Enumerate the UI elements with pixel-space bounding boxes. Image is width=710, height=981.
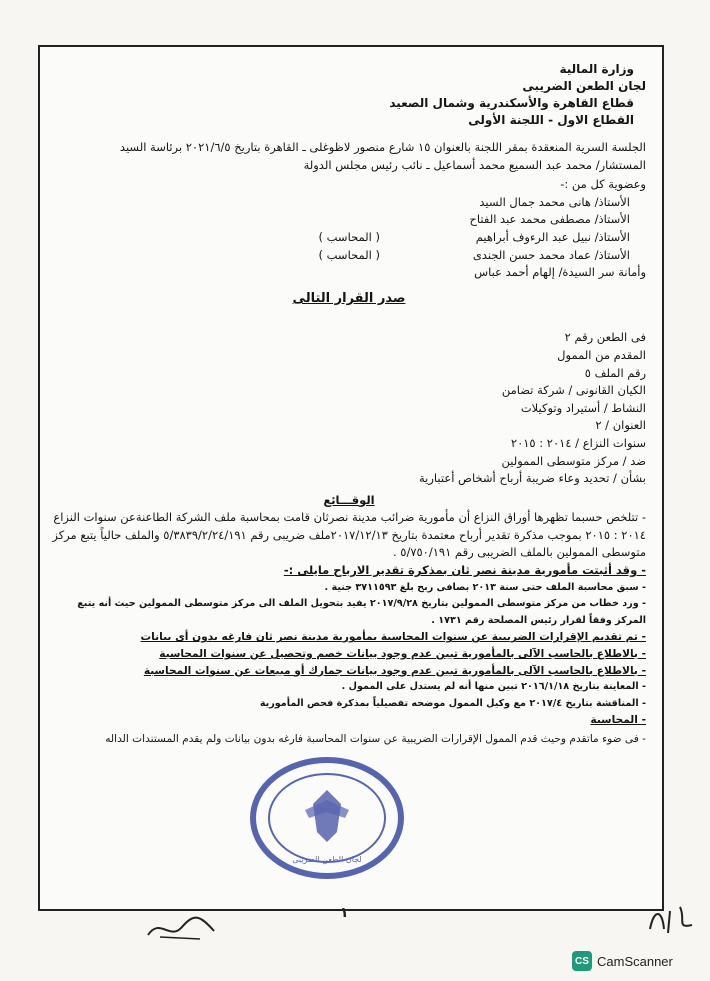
official-stamp — [247, 754, 407, 882]
facts-paragraph-1: - تتلخص حسبما تظهرها أوراق النزاع أن مأمورية ضرائب مدينة نصرثان قامت بمحاسبة ملف الشركة الطاعنةعن سنوات النزاع ٢٠١٤ : ٢٠١٥ بموجب مذكرة تقدير أرباح معتمدة بتاريخ ٢٠١٧/١٢/١٣ملف ضريبى رقم ٥/٣٨٣٩/٢/٢٤/١٩١ والملف حالياً يتبع مركز متوسطى الممولين بالملف الضريبى رقم ٥/٧٥٠/١٩١ . — [52, 510, 646, 560]
list-item: - المناقشة بتاريخ ٢٠١٧/٤ مع وكيل الممول موضحه تفصيلياً بمذكرة فحص المأمورية — [259, 697, 646, 709]
member-name: الأستاذ/ هانى محمد جمال السيد — [479, 194, 630, 209]
session-intro — [52, 139, 646, 174]
member-row — [52, 211, 630, 229]
camscanner-label: CamScanner — [597, 953, 673, 969]
member-role: ( المحاسب ) — [318, 229, 380, 244]
document-body — [40, 47, 662, 749]
member-row — [52, 194, 630, 212]
appeal-number: فى الطعن رقم ٢ — [564, 330, 646, 345]
member-row — [52, 229, 630, 247]
secretary-line: وأمانة سر السيدة/ إلهام أحمد عباس — [474, 265, 646, 280]
member-role: ( المحاسب ) — [318, 247, 380, 262]
facts-bullets — [52, 580, 646, 729]
committee-line: القطاع الاول - اللجنة الأولى — [468, 113, 634, 127]
member-row — [52, 247, 630, 265]
members-label: وعضوية كل من :- — [560, 177, 646, 192]
list-item: - تم تقديم الإقرارات الضريبية عن سنوات المحاسبة بمأمورية مدينة نصر ثان فارغه بدون أى بيانات — [140, 631, 646, 644]
ministry-line: وزارة المالية — [559, 62, 634, 76]
file-number: رقم الملف ٥ — [584, 365, 646, 380]
submitted-by: المقدم من الممول — [557, 347, 646, 362]
facts-paragraph-2: - وقد أثبتت مأمورية مدينة نصر ثان بمذكرة تقدير الارباح مايلى :- — [283, 563, 646, 578]
document-page — [38, 45, 664, 921]
session-line-1: الجلسة السرية المنعقدة بمقر اللجنة بالعنوان ١٥ شارع منصور لاظوغلى ـ القاهرة بتاريخ ٢٠٢١/٦/٥ برئاسة السيد — [119, 140, 646, 154]
session-line-2: المستشار/ محمد عبد السميع محمد أسماعيل ـ نائب رئيس مجلس الدولة — [303, 157, 646, 172]
facts-paragraph-3: - فى ضوء ماتقدم وحيث قدم الممول الإقرارات الضريبية عن سنوات المحاسبة فارغه بدون بيانات ولم يقدم المستندات الداله — [105, 733, 646, 745]
decision-heading: صدر القرار التالى — [292, 290, 406, 306]
letterhead — [52, 61, 646, 129]
sector-line: قطاع القاهرة والأسكندرية وشمال الصعيد — [389, 96, 634, 110]
camscanner-logo-icon: CS — [572, 951, 592, 971]
member-name: الأستاذ/ عماد محمد حسن الجندى — [472, 247, 630, 262]
committees-line: لجان الطعن الضريبى — [522, 79, 646, 93]
facts-title: الوقـــائع — [323, 492, 375, 507]
list-item: - المحاسبة — [590, 714, 646, 727]
page-number: ١ — [340, 905, 349, 921]
list-item: - سبق محاسبة الملف حتى سنة ٢٠١٣ بصافى ربح بلغ ٣٧١١٥٩٣ جنية . — [324, 581, 646, 593]
list-item: - بالاطلاع بالحاسب الآلى بالمأمورية تبين عدم وجود بيانات جمارك أو مبيعات عن سنوات المحاسبة — [143, 664, 646, 677]
member-name: الأستاذ/ نبيل عبد الرءوف أبراهيم — [475, 229, 630, 244]
stamp-text: لجان الطعن الضريبى — [292, 855, 362, 864]
signature-left — [140, 907, 220, 947]
camscanner-watermark — [572, 951, 673, 971]
list-item: - ورد خطاب من مركز متوسطى الممولين بتاريخ ٢٠١٧/٩/٢٨ يفيد بتحويل الملف الى مركز متوسطى الممولين حيث أنه يتبع المركز وفقاً لقرار رئيس المصلحة رقم ١٧٣١ . — [77, 598, 646, 626]
activity: النشاط / أستيراد وتوكيلات — [520, 400, 646, 415]
dispute-years: سنوات النزاع / ٢٠١٤ : ٢٠١٥ — [510, 435, 646, 450]
case-subject: بشأن / تحديد وعاء ضريبة أرباح أشخاص أعتبارية — [418, 471, 646, 486]
against-party: ضد / مركز متوسطى الممولين — [501, 453, 646, 468]
member-name: الأستاذ/ مصطفى محمد عبد الفتاح — [469, 212, 630, 227]
committee-members — [52, 176, 646, 282]
list-item: - المعاينة بتاريخ ٢٠١٦/١/١٨ تبين منها أنه لم يستدل على الممول . — [341, 681, 646, 693]
address: العنوان / ٢ — [595, 418, 646, 433]
legal-entity: الكيان القانونى / شركة تضامن — [501, 383, 646, 398]
list-item: - بالاطلاع بالحاسب الآلى بالمأمورية تبين عدم وجود بيانات خصم وتحصيل عن سنوات المحاسبة — [159, 648, 646, 661]
signature-right — [640, 899, 710, 941]
case-details — [52, 329, 646, 487]
